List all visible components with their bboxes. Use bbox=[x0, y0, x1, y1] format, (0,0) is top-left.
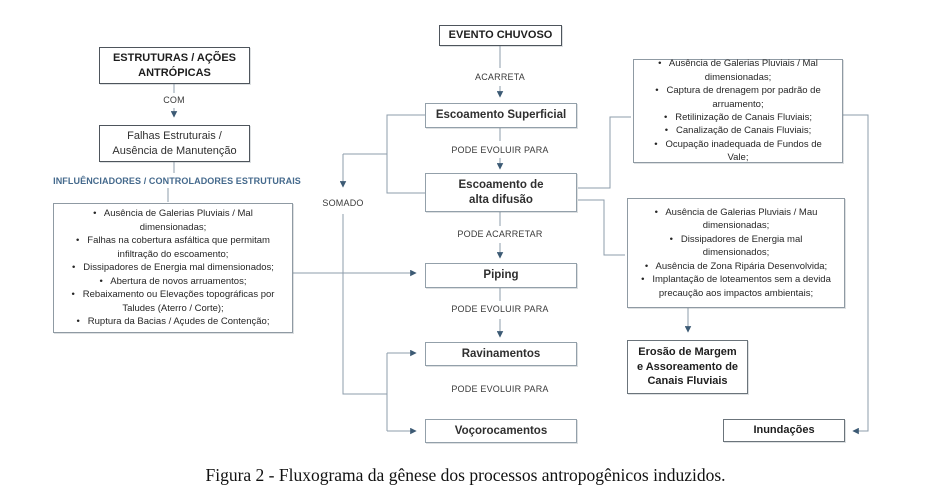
box-evento-label: EVENTO CHUVOSO bbox=[448, 29, 553, 42]
box-erosao-margem bbox=[627, 340, 748, 394]
box-vocorocamentos-label: Voçorocamentos bbox=[454, 424, 548, 437]
box-inundacoes-label: Inundações bbox=[753, 424, 815, 437]
list-item: • Dissipadores de Energia mal dimensionados; bbox=[638, 233, 834, 260]
list-item: • Ausência de Galerias Pluviais / Mal dimensionadas; bbox=[64, 207, 282, 234]
list-item: • Abertura de novos arruamentos; bbox=[64, 275, 282, 288]
box-falhas-estruturais bbox=[99, 125, 250, 162]
label-pode-acarretar: PODE ACARRETAR bbox=[457, 229, 543, 239]
list-item: • Ausência de Galerias Pluviais / Mal dimensionadas; bbox=[644, 57, 832, 84]
box-vocorocamentos bbox=[425, 419, 577, 443]
box-falhas-label: Falhas Estruturais / Ausência de Manutenção bbox=[112, 129, 237, 157]
box-piping bbox=[425, 263, 577, 288]
box-ravinamentos bbox=[425, 342, 577, 366]
box-ravinamentos-label: Ravinamentos bbox=[461, 347, 541, 360]
list-item: • Falhas na cobertura asfáltica que permitam infiltração do escoamento; bbox=[64, 234, 282, 261]
label-somado: SOMADO bbox=[322, 198, 364, 208]
list-item: • Canalização de Canais Fluviais; bbox=[644, 124, 832, 137]
list-item: • Retilinização de Canais Fluviais; bbox=[644, 111, 832, 124]
box-estruturas-acoes-antropicas bbox=[99, 47, 250, 84]
box-escoamento-superficial-label: Escoamento Superficial bbox=[435, 109, 567, 122]
label-influenciadores-controladores: INFLUÊNCIADORES / CONTROLADORES ESTRUTURAIS bbox=[53, 176, 301, 186]
label-acarreta: ACARRETA bbox=[475, 72, 525, 82]
figure-caption: Figura 2 - Fluxograma da gênese dos processos antropogênicos induzidos. bbox=[205, 465, 726, 485]
left-causes-list bbox=[53, 203, 293, 333]
label-com: COM bbox=[163, 95, 185, 105]
box-piping-label: Piping bbox=[483, 269, 519, 282]
list-item: • Implantação de loteamentos sem a devida precaução aos impactos ambientais; bbox=[638, 273, 834, 300]
right-causes-list-2 bbox=[627, 198, 845, 308]
list-item: • Rebaixamento ou Elevações topográficas por Taludes (Aterro / Corte); bbox=[64, 288, 282, 315]
label-pode-evoluir-1: PODE EVOLUIR PARA bbox=[451, 145, 549, 155]
box-inundacoes bbox=[723, 419, 845, 442]
right-causes-list-1 bbox=[633, 59, 843, 163]
box-escoamento-alta-difusao-label: Escoamento de alta difusão bbox=[458, 179, 544, 206]
label-pode-evoluir-2: PODE EVOLUIR PARA bbox=[451, 304, 549, 314]
box-estruturas-label: ESTRUTURAS / AÇÕES ANTRÓPICAS bbox=[112, 52, 237, 79]
list-item: • Ausência de Zona Ripária Desenvolvida; bbox=[638, 260, 834, 273]
box-erosao-label: Erosão de Margem e Assoreamento de Canais Fluviais bbox=[636, 345, 739, 388]
box-escoamento-alta-difusao bbox=[425, 173, 577, 212]
list-item: • Ruptura da Bacias / Açudes de Contenção; bbox=[64, 315, 282, 328]
list-item: • Ausência de Galerias Pluviais / Mau dimensionadas; bbox=[638, 206, 834, 233]
box-escoamento-superficial bbox=[425, 103, 577, 128]
box-evento-chuvoso bbox=[439, 25, 562, 46]
label-pode-evoluir-3: PODE EVOLUIR PARA bbox=[451, 384, 549, 394]
list-item: • Ocupação inadequada de Fundos de Vale; bbox=[644, 138, 832, 165]
list-item: • Captura de drenagem por padrão de arruamento; bbox=[644, 84, 832, 111]
list-item: • Dissipadores de Energia mal dimensionados; bbox=[64, 261, 282, 274]
